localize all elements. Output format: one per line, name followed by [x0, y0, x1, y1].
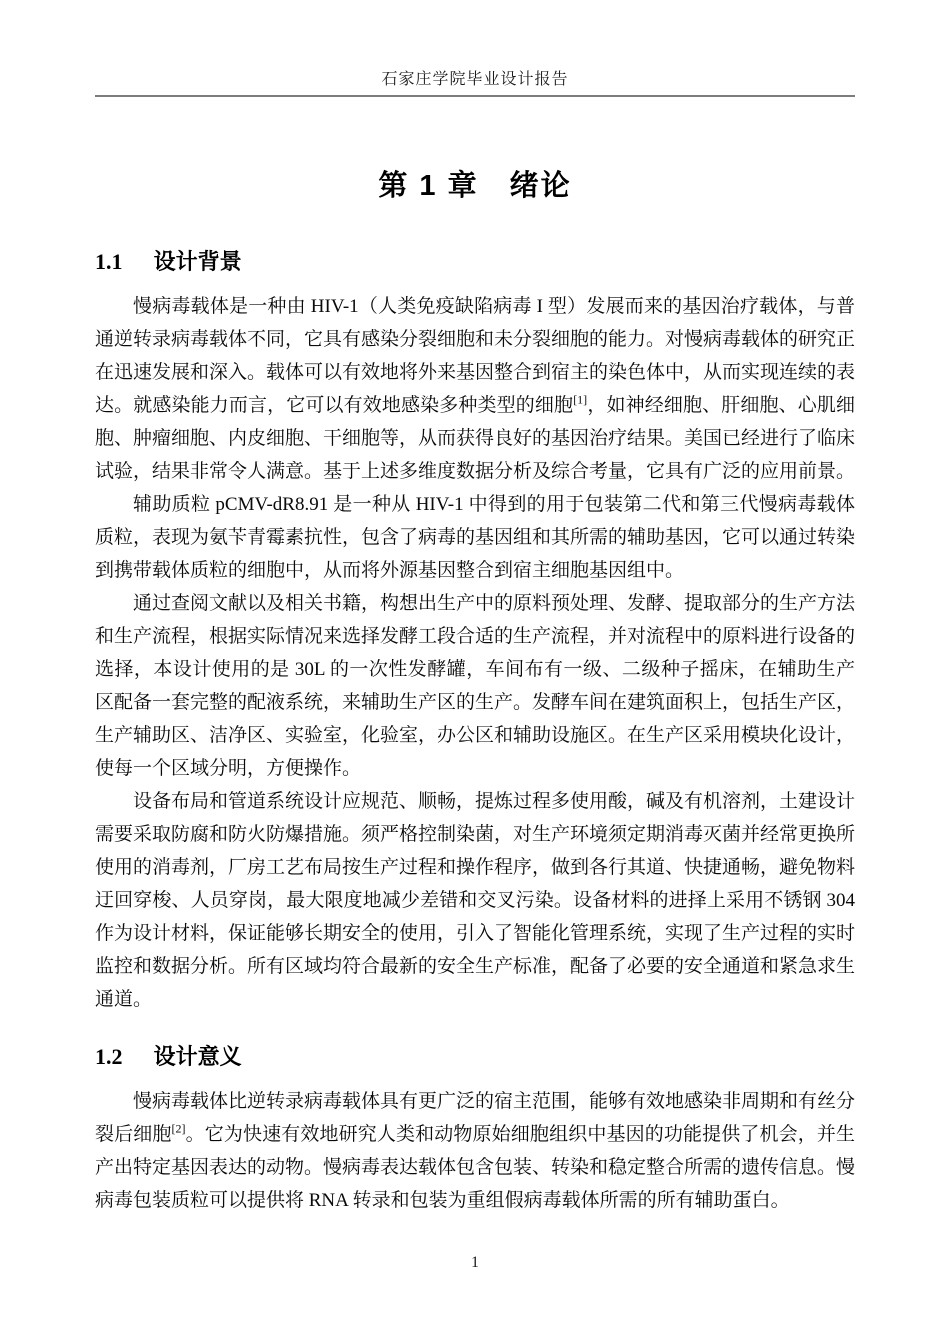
page-number: 1 — [471, 1254, 479, 1271]
header-rule — [95, 95, 855, 97]
section-2-number: 1.2 — [95, 1044, 123, 1069]
section-1-heading — [95, 247, 855, 277]
paragraph-5 — [95, 1085, 855, 1217]
paragraph-text: 。它为快速有效地研究人类和动物原始细胞组织中基因的功能提供了机会，并生产出特定基因表达的动物。慢病毒表达载体包含包装、转染和稳定整合所需的遗传信息。慢病毒包装质粒可以提供将 RNA 转录和包装为重组假病毒载体所需的所有辅助蛋白。 — [95, 1124, 856, 1211]
section-1-number: 1.1 — [95, 249, 123, 274]
citation-ref-1: [1] — [573, 392, 588, 407]
paragraph-4: 设备布局和管道系统设计应规范、顺畅，提炼过程多使用酸，碱及有机溶剂，土建设计需要采取防腐和防火防爆措施。须严格控制染菌，对生产环境须定期消毒灭菌并经常更换所使用的消毒剂，厂房工艺布局按生产过程和操作程序，做到各行其道、快捷通畅，避免物料迂回穿梭、人员穿岗，最大限度地减少差错和交叉污染。设备材料的进择上采用不锈钢 304 作为设计材料，保证能够长期安全的使用，引入了智能化管理系统，实现了生产过程的实时监控和数据分析。所有区域均符合最新的安全生产标准，配备了必要的安全通道和紧急求生通道。 — [95, 791, 856, 1010]
section-1-title: 设计背景 — [153, 249, 242, 274]
citation-ref-2: [2] — [171, 1121, 186, 1136]
paragraph-3: 通过查阅文献以及相关书籍，构想出生产中的原料预处理、发酵、提取部分的生产方法和生产流程，根据实际情况来选择发酵工段合适的生产流程，并对流程中的原料进行设备的选择，本设计使用的是 30L 的一次性发酵罐，车间布有一级、二级种子摇床，在辅助生产区配备一套完整的配液系统，来辅助生产区的生产。发酵车间在建筑面积上，包括生产区，生产辅助区、洁净区、实验室，化验室，办公区和辅助设施区。在生产区采用模块化设计，使每一个区域分明，方便操作。 — [95, 593, 856, 779]
section-2-title: 设计意义 — [153, 1044, 242, 1069]
paragraph-text: 慢病毒载体比逆转录病毒载体具有更广泛的宿主范围，能够有效地感染非周期和有丝分裂后细胞 — [95, 1091, 856, 1145]
paragraph-1 — [95, 290, 855, 488]
section-2-heading — [95, 1042, 855, 1072]
paragraph-text: 慢病毒载体是一种由 HIV-1（人类免疫缺陷病毒 I 型）发展而来的基因治疗载体，与普通逆转录病毒载体不同，它具有感染分裂细胞和未分裂细胞的能力。对慢病毒载体的研究正在迅速发展和深入。载体可以有效地将外来基因整合到宿主的染色体中，从而实现连续的表达。就感染能力而言，它可以有效地感染多种类型的细胞 — [95, 296, 856, 416]
chapter-title: 第 1 章 绪论 — [378, 170, 572, 202]
page-header — [95, 70, 855, 97]
paragraph-text: ，如神经细胞、肝细胞、心肌细胞、肿瘤细胞、内皮细胞、干细胞等，从而获得良好的基因治疗结果。美国已经进行了临床试验，结果非常令人满意。基于上述多维度数据分析及综合考量，它具有广泛的应用前景。 — [95, 395, 856, 482]
page-header-title: 石家庄学院毕业设计报告 — [381, 71, 569, 88]
paragraph-2: 辅助质粒 pCMV-dR8.91 是一种从 HIV-1 中得到的用于包装第二代和第三代慢病毒载体质粒，表现为氨苄青霉素抗性，包含了病毒的基因组和其所需的辅助基因，它可以通过转染到携带载体质粒的细胞中，从而将外源基因整合到宿主细胞基因组中。 — [95, 494, 856, 581]
